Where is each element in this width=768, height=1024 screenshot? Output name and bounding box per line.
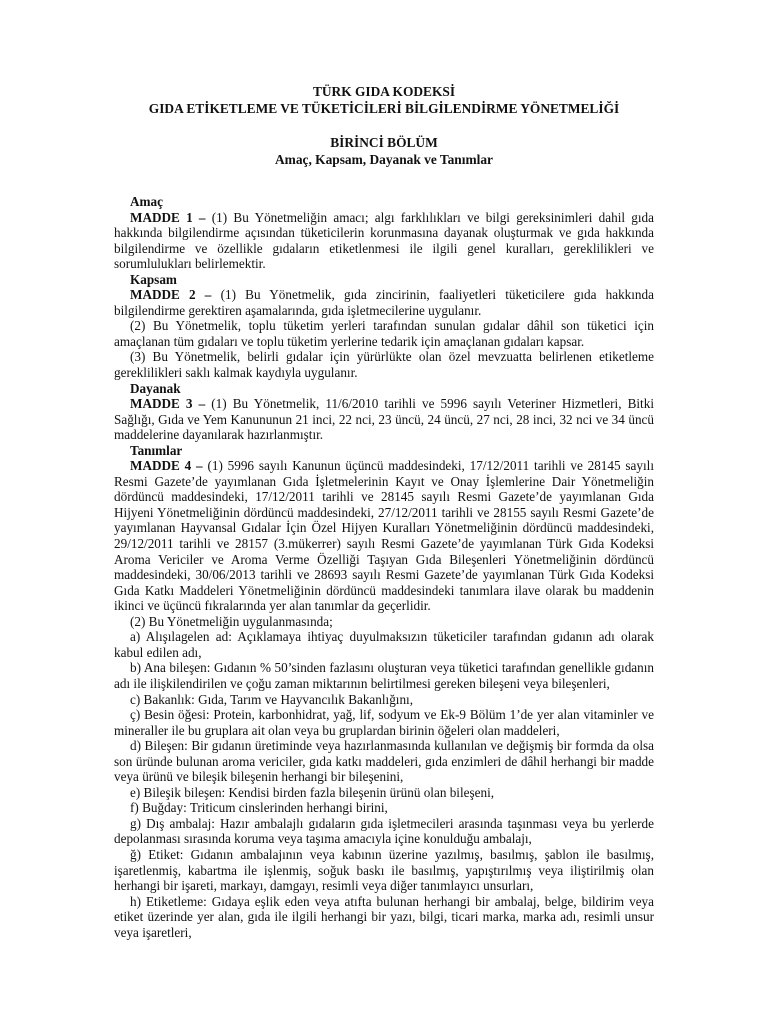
definition-item: h) Etiketleme: Gıdaya eşlik eden veya atıfta bulunan herhangi bir ambalaj, belge, bildirim veya etiket üzerinde yer alan, gıda ile ilgili herhangi bir yazı, bilgi, ticari marka, marka adı, resimli unsur veya işaretleri, <box>114 893 654 940</box>
definition-item: g) Dış ambalaj: Hazır ambalajlı gıdaların gıda işletmecileri arasında taşınması veya bu yerlerde depolanması sırasında koruma veya taşıma amacıyla içine konulduğu ambalajı, <box>114 815 654 847</box>
article-2-label: MADDE 2 – <box>130 287 212 303</box>
article-4-label: MADDE 4 – <box>130 458 203 474</box>
article-1-label: MADDE 1 – <box>130 209 206 225</box>
article-1 <box>114 210 654 272</box>
part-title: Amaç, Kapsam, Dayanak ve Tanımlar <box>275 151 493 167</box>
article-1-text: (1) Bu Yönetmeliğin amacı; algı farklılıkları ve bilgi gereksinimleri dahil gıda hakkında bilgilendirme açısından tüketicilerin korunmasına dayanak oluşturmak ve gıda hakkında bilgilendirme ve özellikle gıdaların etiketlenmesi ile ilgili genel kuralları, gereklilikleri ve sorumlulukları belirlemektir. <box>114 209 654 272</box>
article-4-paragraph-2: (2) Bu Yönetmeliğin uygulanmasında; <box>130 613 333 629</box>
article-4 <box>114 458 654 613</box>
section-heading-tanimlar: Tanımlar <box>130 442 183 458</box>
part-heading: BİRİNCİ BÖLÜM <box>330 135 438 150</box>
definition-item: ğ) Etiket: Gıdanın ambalajının veya kabının üzerine yazılmış, basılmış, şablon ile basılmış, işaretlenmiş, kabartma ile işlenmiş, soğuk baskı ile basılmış, yapıştırılmış veya iliştirilmiş olan herhangi bir işareti, markayı, damgayı, resimli veya diğer tanımlayıcı unsurları, <box>114 846 654 894</box>
article-2-paragraph-3: (3) Bu Yönetmelik, belirli gıdalar için yürürlükte olan özel mevzuatta belirlenen etiketleme gereklilikleri saklı kalmak kaydıyla uygulanır. <box>114 349 654 381</box>
article-3-label: MADDE 3 – <box>130 396 206 412</box>
article-2 <box>114 287 654 318</box>
definition-item: d) Bileşen: Bir gıdanın üretiminde veya hazırlanmasında kullanılan ve değişmiş bir formda da olsa son üründe bulunan aroma vericiler, gıda katkı maddeleri, gıda enzimleri de dâhil herhangi bir madde veya ürünü ve bileşik bileşenin herhangi bir bileşenini, <box>114 738 654 785</box>
definition-item: a) Alışılagelen ad: Açıklamaya ihtiyaç duyulmaksızın tüketiciler tarafından gıdanın adı olarak kabul edilen adı, <box>114 629 654 660</box>
definition-item: ç) Besin öğesi: Protein, karbonhidrat, yağ, lif, sodyum ve Ek-9 Bölüm 1’de yer alan vitaminler ve mineraller ile bu gruplara ait olan veya bu gruplardan birinin öğeleri olan maddeleri, <box>114 707 654 738</box>
regulation-title: GIDA ETİKETLEME VE TÜKETİCİLERİ BİLGİLENDİRME YÖNETMELİĞİ <box>148 100 620 116</box>
definition-item: e) Bileşik bileşen: Kendisi birden fazla bileşenin ürünü olan bileşeni, <box>130 784 495 800</box>
article-2-text: (1) Bu Yönetmelik, gıda zincirinin, faaliyetleri tüketicilere gıda hakkında bilgilendirme gerektiren aşamalarında, gıda işletmecilerine uygulanır. <box>114 287 654 318</box>
section-heading-amac: Amaç <box>130 194 163 209</box>
article-3-text: (1) Bu Yönetmelik, 11/6/2010 tarihli ve 5996 sayılı Veteriner Hizmetleri, Bitki Sağlığı, Gıda ve Yem Kanununun 21 inci, 22 nci, 23 üncü, 24 üncü, 27 nci, 28 inci, 32 nci ve 34 üncü maddelerine dayanılarak hazırlanmıştır. <box>114 396 654 443</box>
document-body <box>114 194 654 940</box>
definition-item: b) Ana bileşen: Gıdanın % 50’sinden fazlasını oluşturan veya tüketici tarafından genellikle gıdanın adı ile ilişkilendirilen ve çoğu zaman miktarının belirtilmesi gereken bileşeni veya bileşenleri, <box>114 660 654 691</box>
section-heading-dayanak: Dayanak <box>130 380 181 396</box>
article-4-text: (1) 5996 sayılı Kanunun üçüncü maddesindeki, 17/12/2011 tarihli ve 28145 sayılı Resmi Gazete’de yayımlanan Gıda İşletmelerinin Kayıt ve Onay İşlemlerine Dair Yönetmeliğin dördüncü maddesindeki, 17/12/2011 tarihli ve 28145 sayılı Resmi Gazete’de yayımlanan Gıda Hijyeni Yönetmeliğinin dördüncü maddesindeki, 27/12/2011 tarihli ve 28155 sayılı Resmi Gazete’de yayımlanan Hayvansal Gıdalar İçin Özel Hijyen Kuralları Yönetmeliğinin dördüncü maddesindeki, 29/12/2011 tarihli ve 28157 (3.mükerrer) sayılı Resmi Gazete’de yayımlanan Türk Gıda Kodeksi Aroma Vericiler ve Aroma Verme Özelliği Taşıyan Gıda Bileşenleri Yönetmeliğinin dördüncü maddesindeki, 30/06/2013 tarihli ve 28693 sayılı Resmi Gazete’de yayımlanan Türk Gıda Kodeksi Gıda Katkı Maddeleri Yönetmeliğinin dördüncü maddesindeki tanımlara ilave olarak bu maddenin ikinci ve üçüncü fıkralarında yer alan tanımlar da geçerlidir. <box>114 458 654 614</box>
definition-item: c) Bakanlık: Gıda, Tarım ve Hayvancılık Bakanlığını, <box>130 691 414 707</box>
section-heading-kapsam: Kapsam <box>130 271 177 287</box>
document-title: TÜRK GIDA KODEKSİ <box>312 84 456 99</box>
definition-item: f) Buğday: Triticum cinslerinden herhangi birini, <box>130 800 388 816</box>
article-2-paragraph-2: (2) Bu Yönetmelik, toplu tüketim yerleri tarafından sunulan gıdalar dâhil son tüketici için amaçlanan tüm gıdaları ve toplu tüketim yerlerine tedarik için amaçlanan gıdaları kapsar. <box>114 318 654 349</box>
article-3 <box>114 396 654 443</box>
